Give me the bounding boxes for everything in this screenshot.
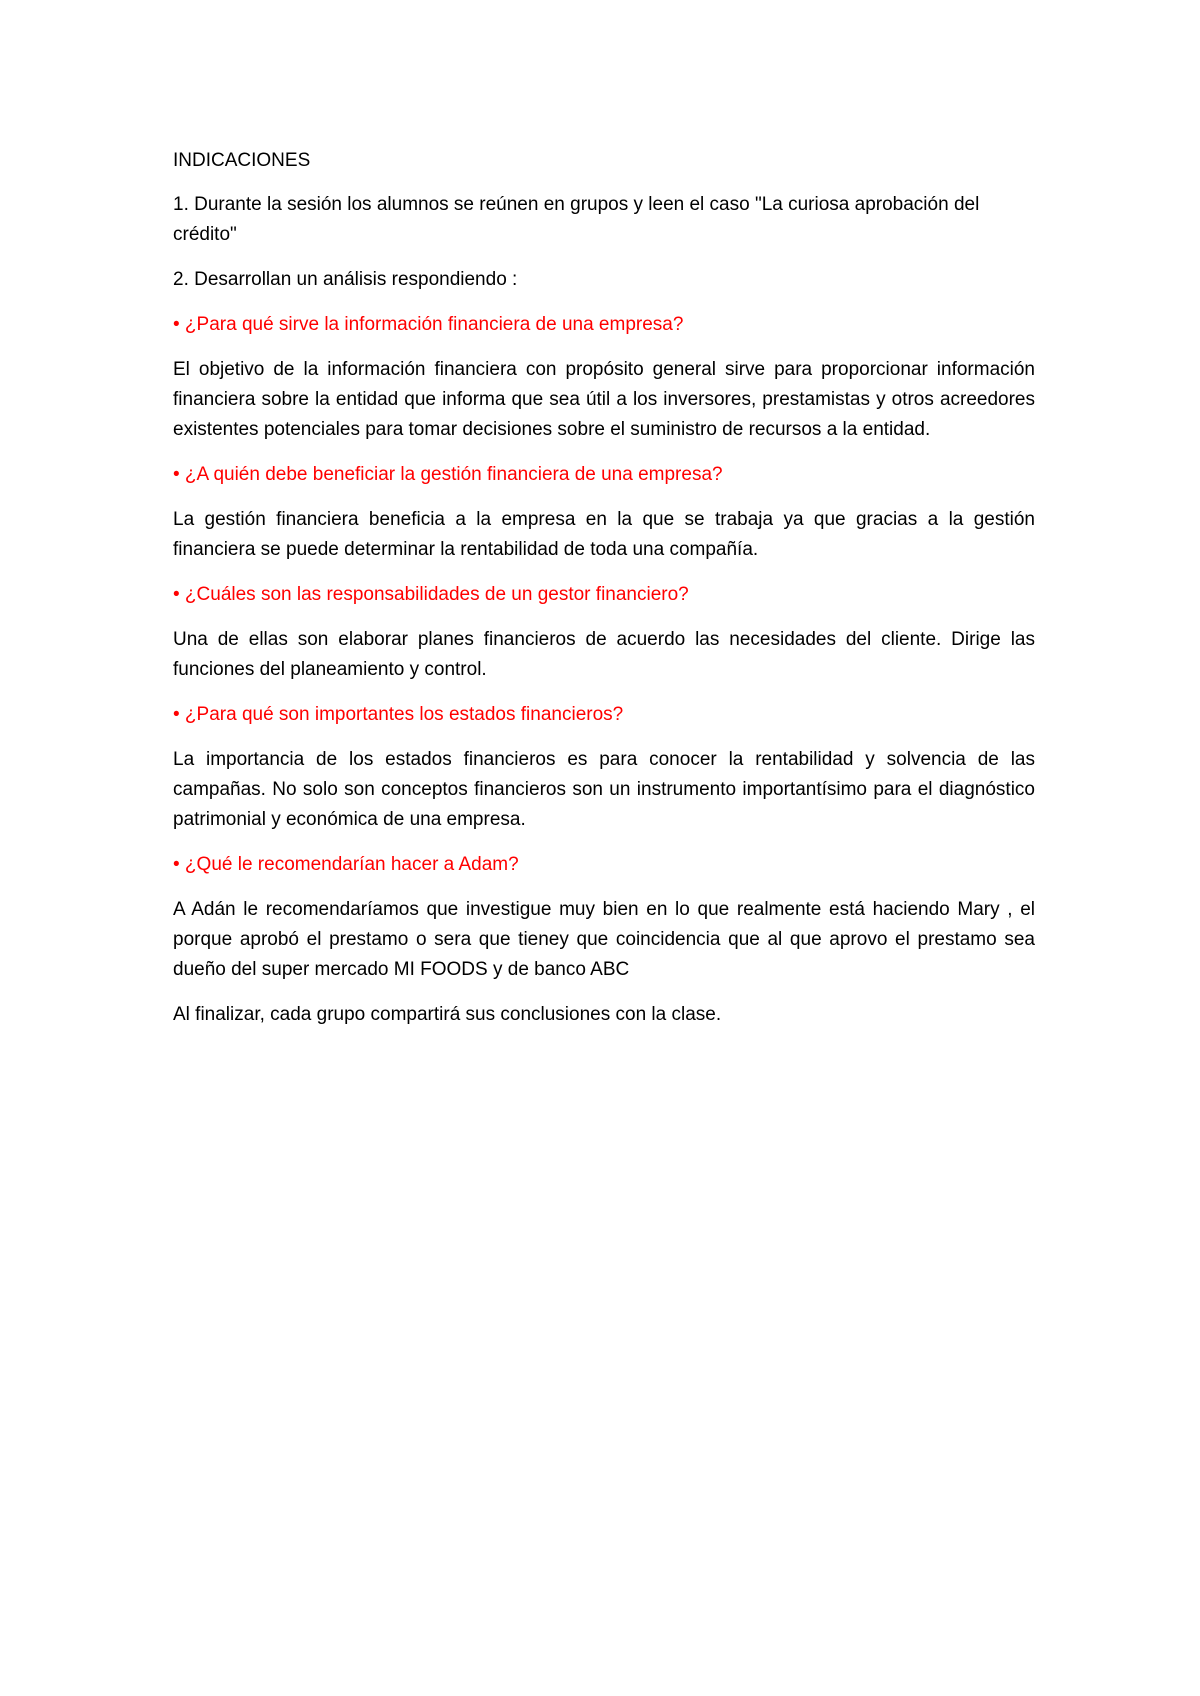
instruction-step-2: 2. Desarrollan un análisis respondiendo :	[173, 269, 518, 290]
document-heading: INDICACIONES	[173, 150, 311, 171]
question-2: • ¿A quién debe beneficiar la gestión financiera de una empresa?	[173, 464, 723, 485]
answer-1: El objetivo de la información financiera con propósito general sirve para proporcionar información financiera sobre la entidad que informa que sea útil a los inversores, prestamistas y otros acreedores existentes potenciales para tomar decisiones sobre el suministro de recursos a la entidad.	[173, 359, 1035, 440]
closing-instruction: Al finalizar, cada grupo compartirá sus conclusiones con la clase.	[173, 1004, 722, 1025]
question-1: • ¿Para qué sirve la información financiera de una empresa?	[173, 314, 684, 335]
question-5: • ¿Qué le recomendarían hacer a Adam?	[173, 854, 519, 875]
question-4: • ¿Para qué son importantes los estados financieros?	[173, 704, 624, 725]
answer-4: La importancia de los estados financieros es para conocer la rentabilidad y solvencia de las campañas. No solo son conceptos financieros son un instrumento importantísimo para el diagnóstico patrimonial y económica de una empresa.	[173, 749, 1035, 830]
question-3: • ¿Cuáles son las responsabilidades de un gestor financiero?	[173, 584, 689, 605]
answer-5: A Adán le recomendaríamos que investigue muy bien en lo que realmente está haciendo Mary , el porque aprobó el prestamo o sera que tieney que coincidencia que al que aprovo el prestamo sea dueño del super mercado MI FOODS y de banco ABC	[173, 899, 1035, 980]
answer-3: Una de ellas son elaborar planes financieros de acuerdo las necesidades del cliente. Dirige las funciones del planeamiento y control.	[173, 629, 1035, 680]
answer-2: La gestión financiera beneficia a la empresa en la que se trabaja ya que gracias a la gestión financiera se puede determinar la rentabilidad de toda una compañía.	[173, 509, 1035, 560]
instruction-step-1: 1. Durante la sesión los alumnos se reúnen en grupos y leen el caso "La curiosa aprobación del crédito"	[173, 194, 980, 245]
document-body	[173, 146, 1035, 1045]
